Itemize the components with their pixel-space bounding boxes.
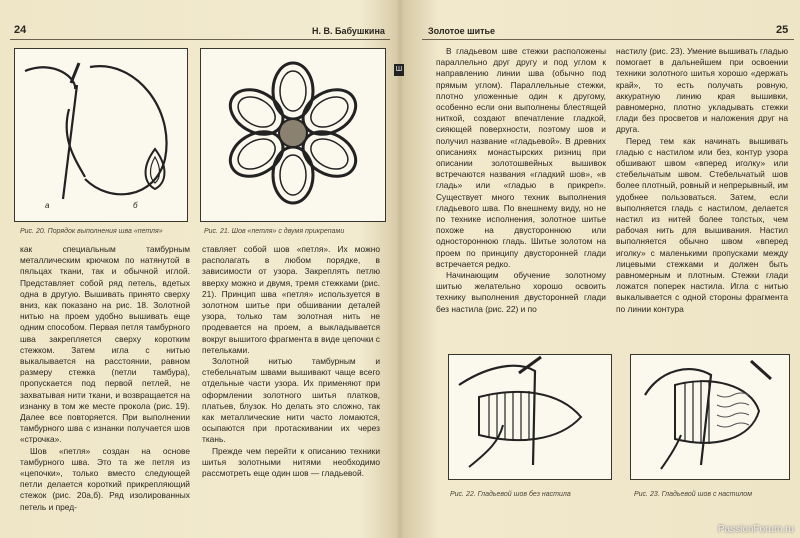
- left-page-number: 24: [14, 24, 27, 36]
- figure-21: [200, 48, 386, 222]
- watermark: PassionForum.ru: [717, 524, 794, 535]
- paragraph: В гладьевом шве стежки расположены параллельно друг другу и под углом к направлению линии шва (обычно под прямым углом). Параллельные стежки, плотно уложенные один к другому, особенно если они выполнены блестящей ниткой, создают впечатление гладкой, сияющей поверхности, поэтому шов и получил название «гладьевой». В древних описаниях монастырских ризниц при описании золотошвейных вышивок встречаются названия «гладкий шов», «в гладь» или «гладью в прикреп». Существует много техник выполнения гладьевого шва. По внешнему виду, но не по технике исполнения, золотное шитье похоже на двустороннюю или одностороннюю гладь. Шитье золотом на проем по принципу двусторонней глади встречается редко.: [436, 46, 606, 269]
- paragraph: как специальным тамбурным металлическим крючком по натянутой в пяльцах ткани, так и обычной иглой. Представляет собой ряд петель, вдетых одна в другую. Вышивать принято сверху вниз, как показано на рис. 18. Золотной нитью на проем удобно вышивать еще одним способом. Первая петля тамбурного шва закрепляется сверху коротким стежком. Затем игла с нитью выкалывается на расстоянии, равном размеру стежка (петли тамбура), пропускается под первой петлей, не захватывая нити ткани, и возвращается на изнанку в том же месте прокола (рис. 19). Далее все повторяется. При выполнении тамбурного шва с изнанки получается шов «строчка».: [20, 244, 190, 445]
- flower-loop-illustration: [201, 49, 385, 221]
- figure-22-caption: Рис. 22. Гладьевой шов без настила: [450, 491, 571, 498]
- figure-20-caption: Рис. 20. Порядок выполнения шва «петля»: [20, 228, 163, 235]
- right-running-head: Золотое шитье: [428, 26, 496, 36]
- left-column-2: [202, 244, 380, 479]
- left-page: [0, 0, 398, 538]
- paragraph: настилу (рис. 23). Умение вышивать гладью помогает в дальнейшем при освоении техники золотного шитья хорошо «держать край», то есть получать ровную, аккуратную линию края вышивки, равномерно, плотно укладывать стежки глади без просветов и наложения друг на друга.: [616, 46, 788, 135]
- chapter-tab: Ш: [394, 64, 404, 76]
- paragraph: Перед тем как начинать вышивать гладью с настилом или без, контур узора обшивают швом «вперед иголку» или стебельчатым швом. Стебельчатый шов более плотный, ровный и непрерывный, им удобнее пользоваться. Затем, если выполняется гладь с настилом, делается настил из нитей более толстых, чем рабочая нить для вышивания. Настил выполняется обычно швом «вперед иголку» с маленькими пропусками между лицевыми стежками и должен быть равномерным и плотным. Стежки глади ложатся поперек настила. Игла с нитью выкалывается с одной стороны фрагмента по линии контура: [616, 135, 788, 314]
- loop-stitch-illustration: [15, 49, 187, 221]
- left-column-1: [20, 244, 190, 513]
- figure-22: [448, 354, 612, 480]
- figure-23-caption: Рис. 23. Гладьевой шов с настилом: [634, 491, 752, 498]
- figure-23: [630, 354, 790, 480]
- left-running-head: Н. В. Бабушкина: [312, 26, 385, 36]
- label-a: а: [45, 201, 50, 210]
- label-b: б: [133, 201, 138, 210]
- paragraph: Прежде чем перейти к описанию техники шитья золотными нитями необходимо рассмотреть еще один шов — гладьевой.: [202, 445, 380, 479]
- header-rule: [10, 39, 390, 40]
- padded-satin-stitch-illustration: [631, 355, 789, 479]
- right-column-1: [436, 46, 606, 315]
- paragraph: ставляет собой шов «петля». Их можно располагать в любом порядке, в зависимости от узора. Закреплять петлю вверху можно и двумя, тремя стежками (рис. 21). Принцип шва «петля» используется в золотном шитье при обшивании деталей узора, только там золотная нить не продевается на проем, а выкладывается вокруг вышитого фрагмента в виде цепочки с петельками.: [202, 244, 380, 355]
- right-page-number: 25: [776, 24, 789, 36]
- figure-21-caption: Рис. 21. Шов «петля» с двумя прикрепами: [204, 228, 345, 235]
- paragraph: Начинающим обучение золотному шитью желательно хорошо освоить технику выполнения двусторонней глади без настила (рис. 22) и по: [436, 270, 606, 314]
- satin-stitch-illustration: [449, 355, 611, 479]
- right-page: [402, 0, 800, 538]
- header-rule: [422, 39, 794, 40]
- right-column-2: [616, 46, 788, 315]
- paragraph: Шов «петля» создан на основе тамбурного шва. Это та же петля из «цепочки», только вместо следующей петли делается короткий прикрепляющий стежок (рис. 20а,б). Ряд изолированных петель и пред-: [20, 445, 190, 512]
- paragraph: Золотной нитью тамбурным и стебельчатым швами вышивают чаще всего отдельные части узора. Их применяют при оформлении золотного шитья платков, платьев, блузок. Но делать это сложно, так как металлические нити часто ломаются, осыпаются при протаскивании их через ткань.: [202, 356, 380, 445]
- figure-20: [14, 48, 188, 222]
